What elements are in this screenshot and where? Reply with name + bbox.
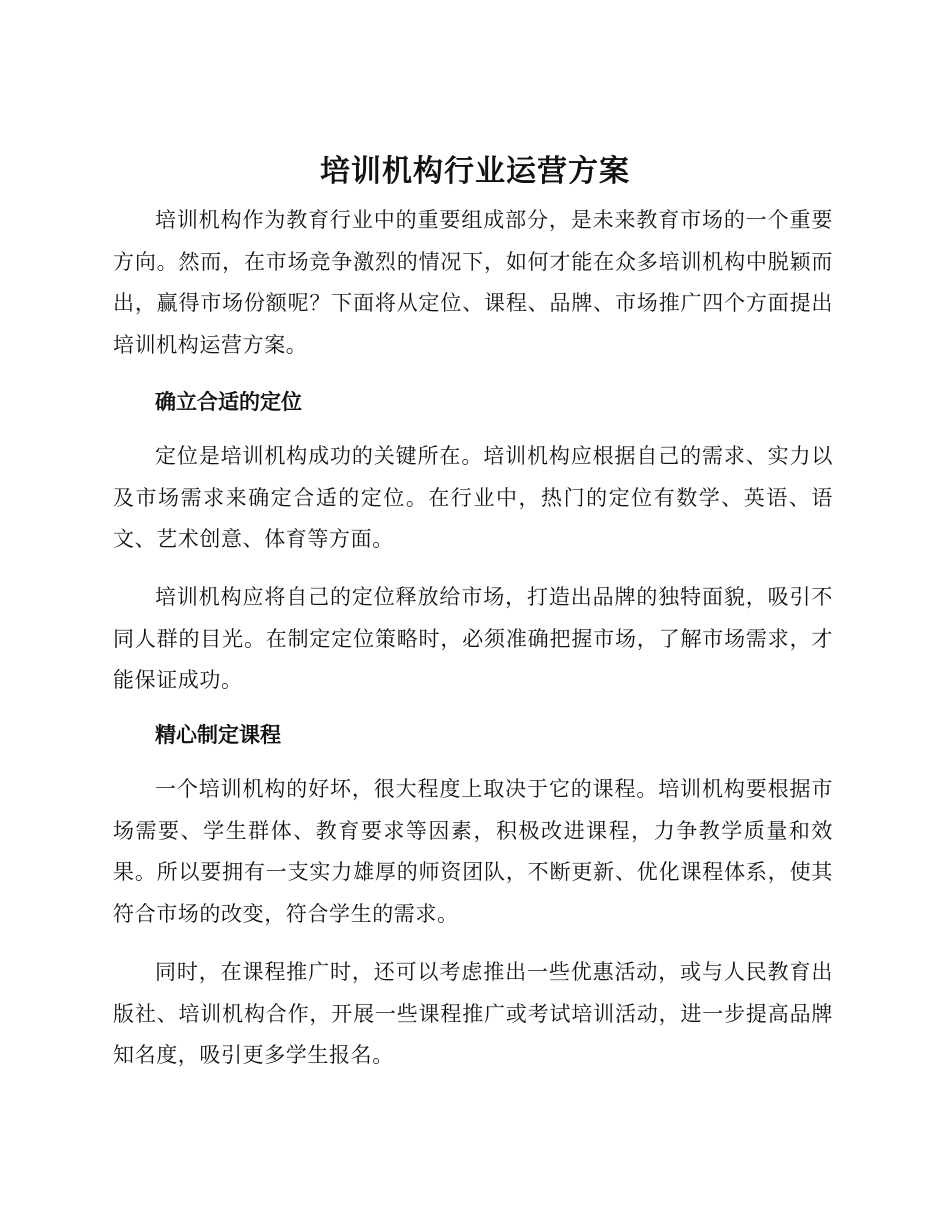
section-paragraph: 一个培训机构的好坏，很大程度上取决于它的课程。培训机构要根据市场需要、学生群体、教育要求等因素，积极改进课程，力争教学质量和效果。所以要拥有一支实力雄厚的师资团队，不断更新、优化课程体系，使其符合市场的改变，符合学生的需求。 (113, 777, 833, 926)
section-heading-positioning: 确立合适的定位 (155, 390, 302, 414)
section-heading-curriculum: 精心制定课程 (155, 723, 281, 747)
document-title: 培训机构行业运营方案 (320, 154, 630, 189)
section-paragraph: 同时，在课程推广时，还可以考虑推出一些优惠活动，或与人民教育出版社、培训机构合作，开展一些课程推广或考试培训活动，进一步提高品牌知名度，吸引更多学生报名。 (113, 960, 833, 1067)
section-paragraph: 培训机构应将自己的定位释放给市场，打造出品牌的独特面貌，吸引不同人群的目光。在制定定位策略时，必须准确把握市场，了解市场需求，才能保证成功。 (113, 585, 833, 692)
intro-paragraph: 培训机构作为教育行业中的重要组成部分，是未来教育市场的一个重要方向。然而，在市场竞争激烈的情况下，如何才能在众多培训机构中脱颖而出，赢得市场份额呢？下面将从定位、课程、品牌、市场推广四个方面提出培训机构运营方案。 (113, 208, 833, 357)
section-paragraph: 定位是培训机构成功的关键所在。培训机构应根据自己的需求、实力以及市场需求来确定合适的定位。在行业中，热门的定位有数学、英语、语文、艺术创意、体育等方面。 (113, 444, 833, 551)
